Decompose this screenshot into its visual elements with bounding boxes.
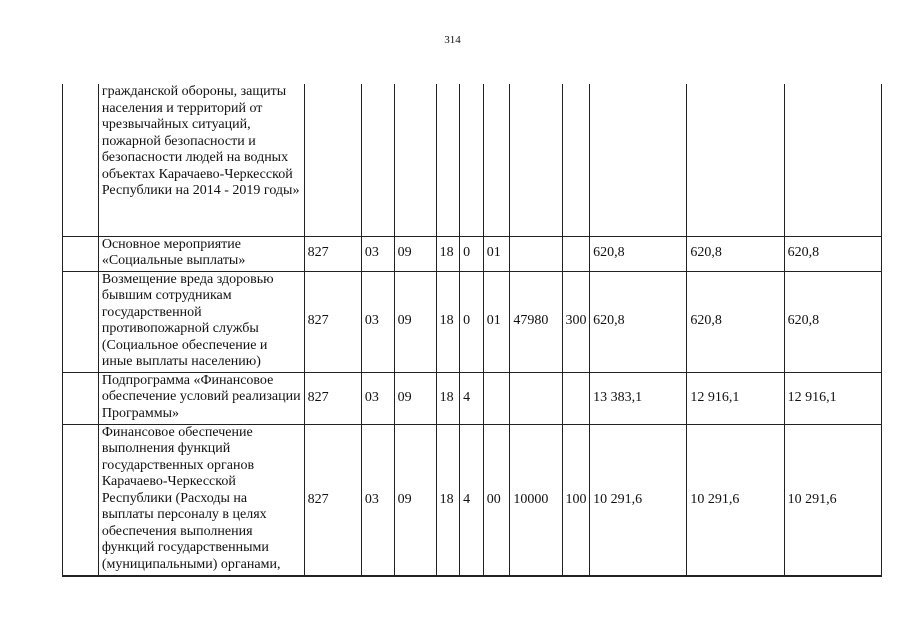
event-code-cell: 01 <box>483 236 510 271</box>
row-number-cell <box>63 271 99 372</box>
direction-code-cell <box>510 372 562 424</box>
subprogram-code-cell: 0 <box>460 236 484 271</box>
amount-cell-3 <box>784 84 881 236</box>
program-code-cell <box>436 84 460 236</box>
row-number-cell <box>63 372 99 424</box>
row-number-cell <box>63 236 99 271</box>
description-cell: Финансовое обеспечение выполнения функций государственных органов Карачаево-Черкесской Республики (Расходы на выплаты персоналу в целях обеспечения выполнения функций государственными (муниципальными) органами, <box>98 424 304 576</box>
program-code-cell: 18 <box>436 271 460 372</box>
table-row <box>63 84 882 236</box>
program-code-cell: 18 <box>436 236 460 271</box>
program-code-cell: 18 <box>436 372 460 424</box>
event-code-cell <box>483 84 510 236</box>
description-cell: Основное мероприятие «Социальные выплаты» <box>98 236 304 271</box>
expense-type-cell: 300 <box>562 271 590 372</box>
direction-code-cell: 10000 <box>510 424 562 576</box>
direction-code-cell <box>510 236 562 271</box>
subprogram-code-cell: 4 <box>460 372 484 424</box>
amount-cell-2: 10 291,6 <box>687 424 784 576</box>
amount-cell-1: 10 291,6 <box>590 424 687 576</box>
description-cell: Подпрограмма «Финансовое обеспечение условий реализации Программы» <box>98 372 304 424</box>
subprogram-code-cell <box>460 84 484 236</box>
amount-cell-3: 620,8 <box>784 236 881 271</box>
ministry-code-cell: 827 <box>304 236 361 271</box>
table-row <box>63 271 882 372</box>
section-code-cell <box>361 84 394 236</box>
description-cell: Возмещение вреда здоровью бывшим сотрудникам государственной противопожарной службы (Социальное обеспечение и иные выплаты населению) <box>98 271 304 372</box>
subsection-code-cell: 09 <box>394 424 436 576</box>
direction-code-cell <box>510 84 562 236</box>
subsection-code-cell: 09 <box>394 236 436 271</box>
subsection-code-cell: 09 <box>394 372 436 424</box>
page-number: 314 <box>444 34 461 46</box>
ministry-code-cell: 827 <box>304 372 361 424</box>
amount-cell-3: 10 291,6 <box>784 424 881 576</box>
description-cell: гражданской обороны, защиты населения и территорий от чрезвычайных ситуаций, пожарной безопасности и безопасности людей на водных объектах Карачаево-Черкесской Республики на 2014 - 2019 годы» <box>98 84 304 236</box>
subprogram-code-cell: 0 <box>460 271 484 372</box>
row-number-cell <box>63 84 99 236</box>
table-row <box>63 424 882 576</box>
expense-type-cell: 100 <box>562 424 590 576</box>
subsection-code-cell <box>394 84 436 236</box>
event-code-cell: 00 <box>483 424 510 576</box>
section-code-cell: 03 <box>361 236 394 271</box>
amount-cell-1: 13 383,1 <box>590 372 687 424</box>
expense-type-cell <box>562 372 590 424</box>
amount-cell-1: 620,8 <box>590 271 687 372</box>
amount-cell-2: 620,8 <box>687 236 784 271</box>
amount-cell-2 <box>687 84 784 236</box>
amount-cell-1: 620,8 <box>590 236 687 271</box>
expense-type-cell <box>562 84 590 236</box>
table-row <box>63 372 882 424</box>
amount-cell-3: 620,8 <box>784 271 881 372</box>
budget-table <box>62 84 882 577</box>
event-code-cell <box>483 372 510 424</box>
section-code-cell: 03 <box>361 271 394 372</box>
subsection-code-cell: 09 <box>394 271 436 372</box>
section-code-cell: 03 <box>361 372 394 424</box>
expense-type-cell <box>562 236 590 271</box>
amount-cell-2: 12 916,1 <box>687 372 784 424</box>
row-number-cell <box>63 424 99 576</box>
amount-cell-3: 12 916,1 <box>784 372 881 424</box>
direction-code-cell: 47980 <box>510 271 562 372</box>
ministry-code-cell: 827 <box>304 424 361 576</box>
program-code-cell: 18 <box>436 424 460 576</box>
ministry-code-cell <box>304 84 361 236</box>
ministry-code-cell: 827 <box>304 271 361 372</box>
section-code-cell: 03 <box>361 424 394 576</box>
subprogram-code-cell: 4 <box>460 424 484 576</box>
table-row <box>63 236 882 271</box>
amount-cell-2: 620,8 <box>687 271 784 372</box>
event-code-cell: 01 <box>483 271 510 372</box>
amount-cell-1 <box>590 84 687 236</box>
